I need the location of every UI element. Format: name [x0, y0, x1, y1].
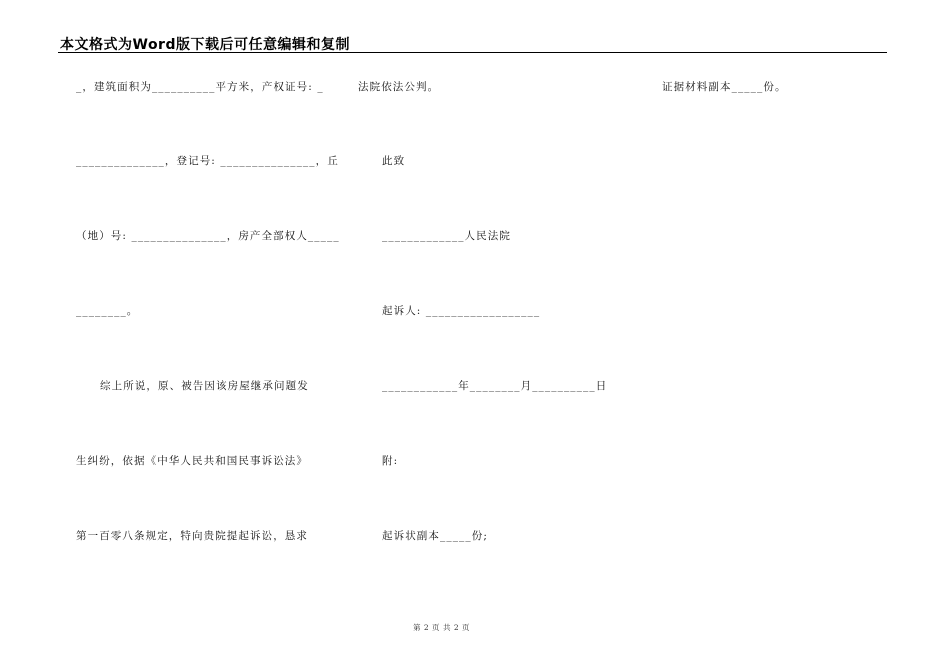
left-column-line-6: 生纠纷，依据《中华人民共和国民事诉讼法》	[76, 455, 308, 467]
attachments-heading: 附:	[382, 455, 399, 467]
left-column-line-5: 综上所说，原、被告因该房屋继承问题发	[100, 380, 309, 392]
complaint-copies-line: 起诉状副本_____份;	[382, 530, 488, 542]
left-column-line-7: 第一百零八条规定，特向贵院提起诉讼，恳求	[76, 530, 308, 542]
page-number-footer: 第 2 页 共 2 页	[413, 623, 470, 632]
left-column-line-3: （地）号: _______________，房产全部权人_____	[76, 230, 340, 242]
header-divider	[58, 52, 887, 53]
evidence-copies-line: 证据材料副本_____份。	[662, 81, 787, 93]
middle-column-line-1: 法院依法公判。	[358, 81, 440, 93]
left-column-line-2: ______________，登记号: _______________，丘	[76, 155, 339, 167]
left-column-line-4: ________。	[76, 305, 139, 317]
document-header-title: 本文格式为Word版下载后可任意编辑和复制	[60, 37, 350, 53]
salutation-text: 此致	[382, 155, 406, 167]
plaintiff-signature-line: 起诉人: __________________	[382, 305, 541, 317]
date-line: ____________年________月__________日	[382, 380, 608, 392]
court-name-line: _____________人民法院	[382, 230, 511, 242]
left-column-line-1: _，建筑面积为__________平方米，产权证号: _	[76, 81, 324, 93]
